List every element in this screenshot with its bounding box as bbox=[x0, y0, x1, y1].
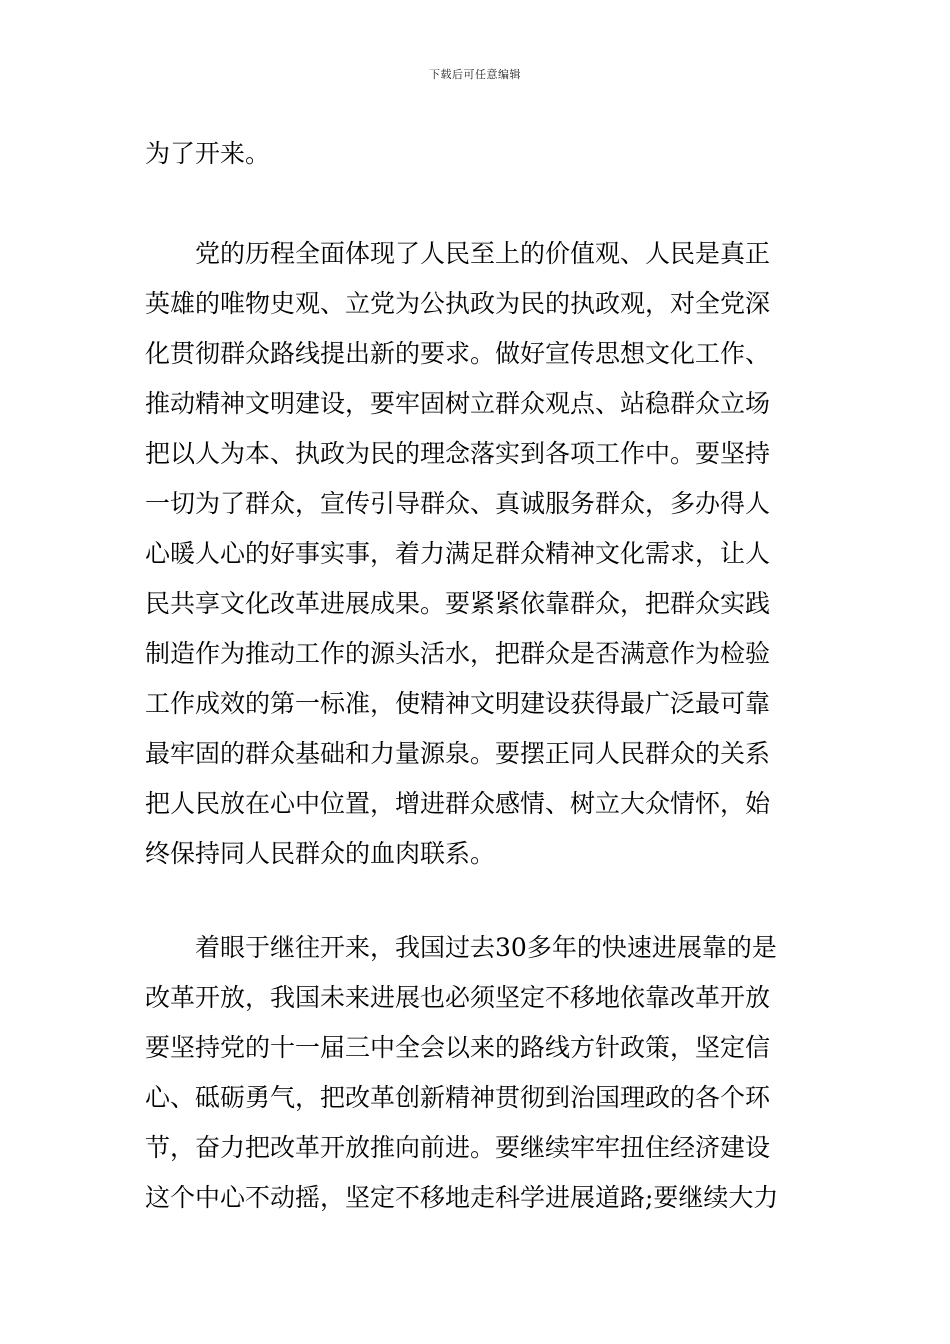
text-line: 终保持同人民群众的血肉联系。 bbox=[145, 839, 496, 868]
text-line: 英雄的唯物史观、立党为公执政为民的执政观，对全党深 bbox=[145, 289, 771, 318]
text-line: 把以人为本、执政为民的理念落实到各项工作中。要坚持 bbox=[145, 439, 771, 468]
text-line: 化贯彻群众路线提出新的要求。做好宣传思想文化工作、 bbox=[145, 339, 771, 368]
text-line: 为了开来。 bbox=[145, 139, 271, 168]
text-line: 制造作为推动工作的源头活水，把群众是否满意作为检验 bbox=[145, 639, 771, 668]
text-line: 着眼于继往开来，我国过去30多年的快速进展靠的是 bbox=[145, 933, 777, 962]
text-line: 把人民放在心中位置，增进群众感情、树立大众情怀，始 bbox=[145, 789, 771, 818]
text-line: 最牢固的群众基础和力量源泉。要摆正同人民群众的关系 bbox=[145, 739, 771, 768]
text-line: 改革开放，我国未来进展也必须坚定不移地依靠改革开放 bbox=[145, 983, 771, 1012]
text-line: 要坚持党的十一届三中全会以来的路线方针政策，坚定信 bbox=[145, 1033, 771, 1062]
text-line: 节，奋力把改革开放推向前进。要继续牢牢扭住经济建设 bbox=[145, 1133, 771, 1162]
text-line: 工作成效的第一标准，使精神文明建设获得最广泛最可靠 bbox=[145, 689, 771, 718]
text-line: 心、砥砺勇气，把改革创新精神贯彻到治国理政的各个环 bbox=[145, 1083, 771, 1112]
text-line: 推动精神文明建设，要牢固树立群众观点、站稳群众立场 bbox=[145, 389, 771, 418]
text-line: 一切为了群众，宣传引导群众、真诚服务群众，多办得人 bbox=[145, 489, 771, 518]
text-line: 这个中心不动摇，坚定不移地走科学进展道路;要继续大力 bbox=[145, 1183, 779, 1212]
text-line: 党的历程全面体现了人民至上的价值观、人民是真正 bbox=[145, 239, 771, 268]
text-line: 心暖人心的好事实事，着力满足群众精神文化需求，让人 bbox=[145, 539, 771, 568]
text-line: 民共享文化改革进展成果。要紧紧依靠群众，把群众实践 bbox=[145, 589, 771, 618]
page-header: 下载后可任意编辑 bbox=[429, 68, 521, 81]
